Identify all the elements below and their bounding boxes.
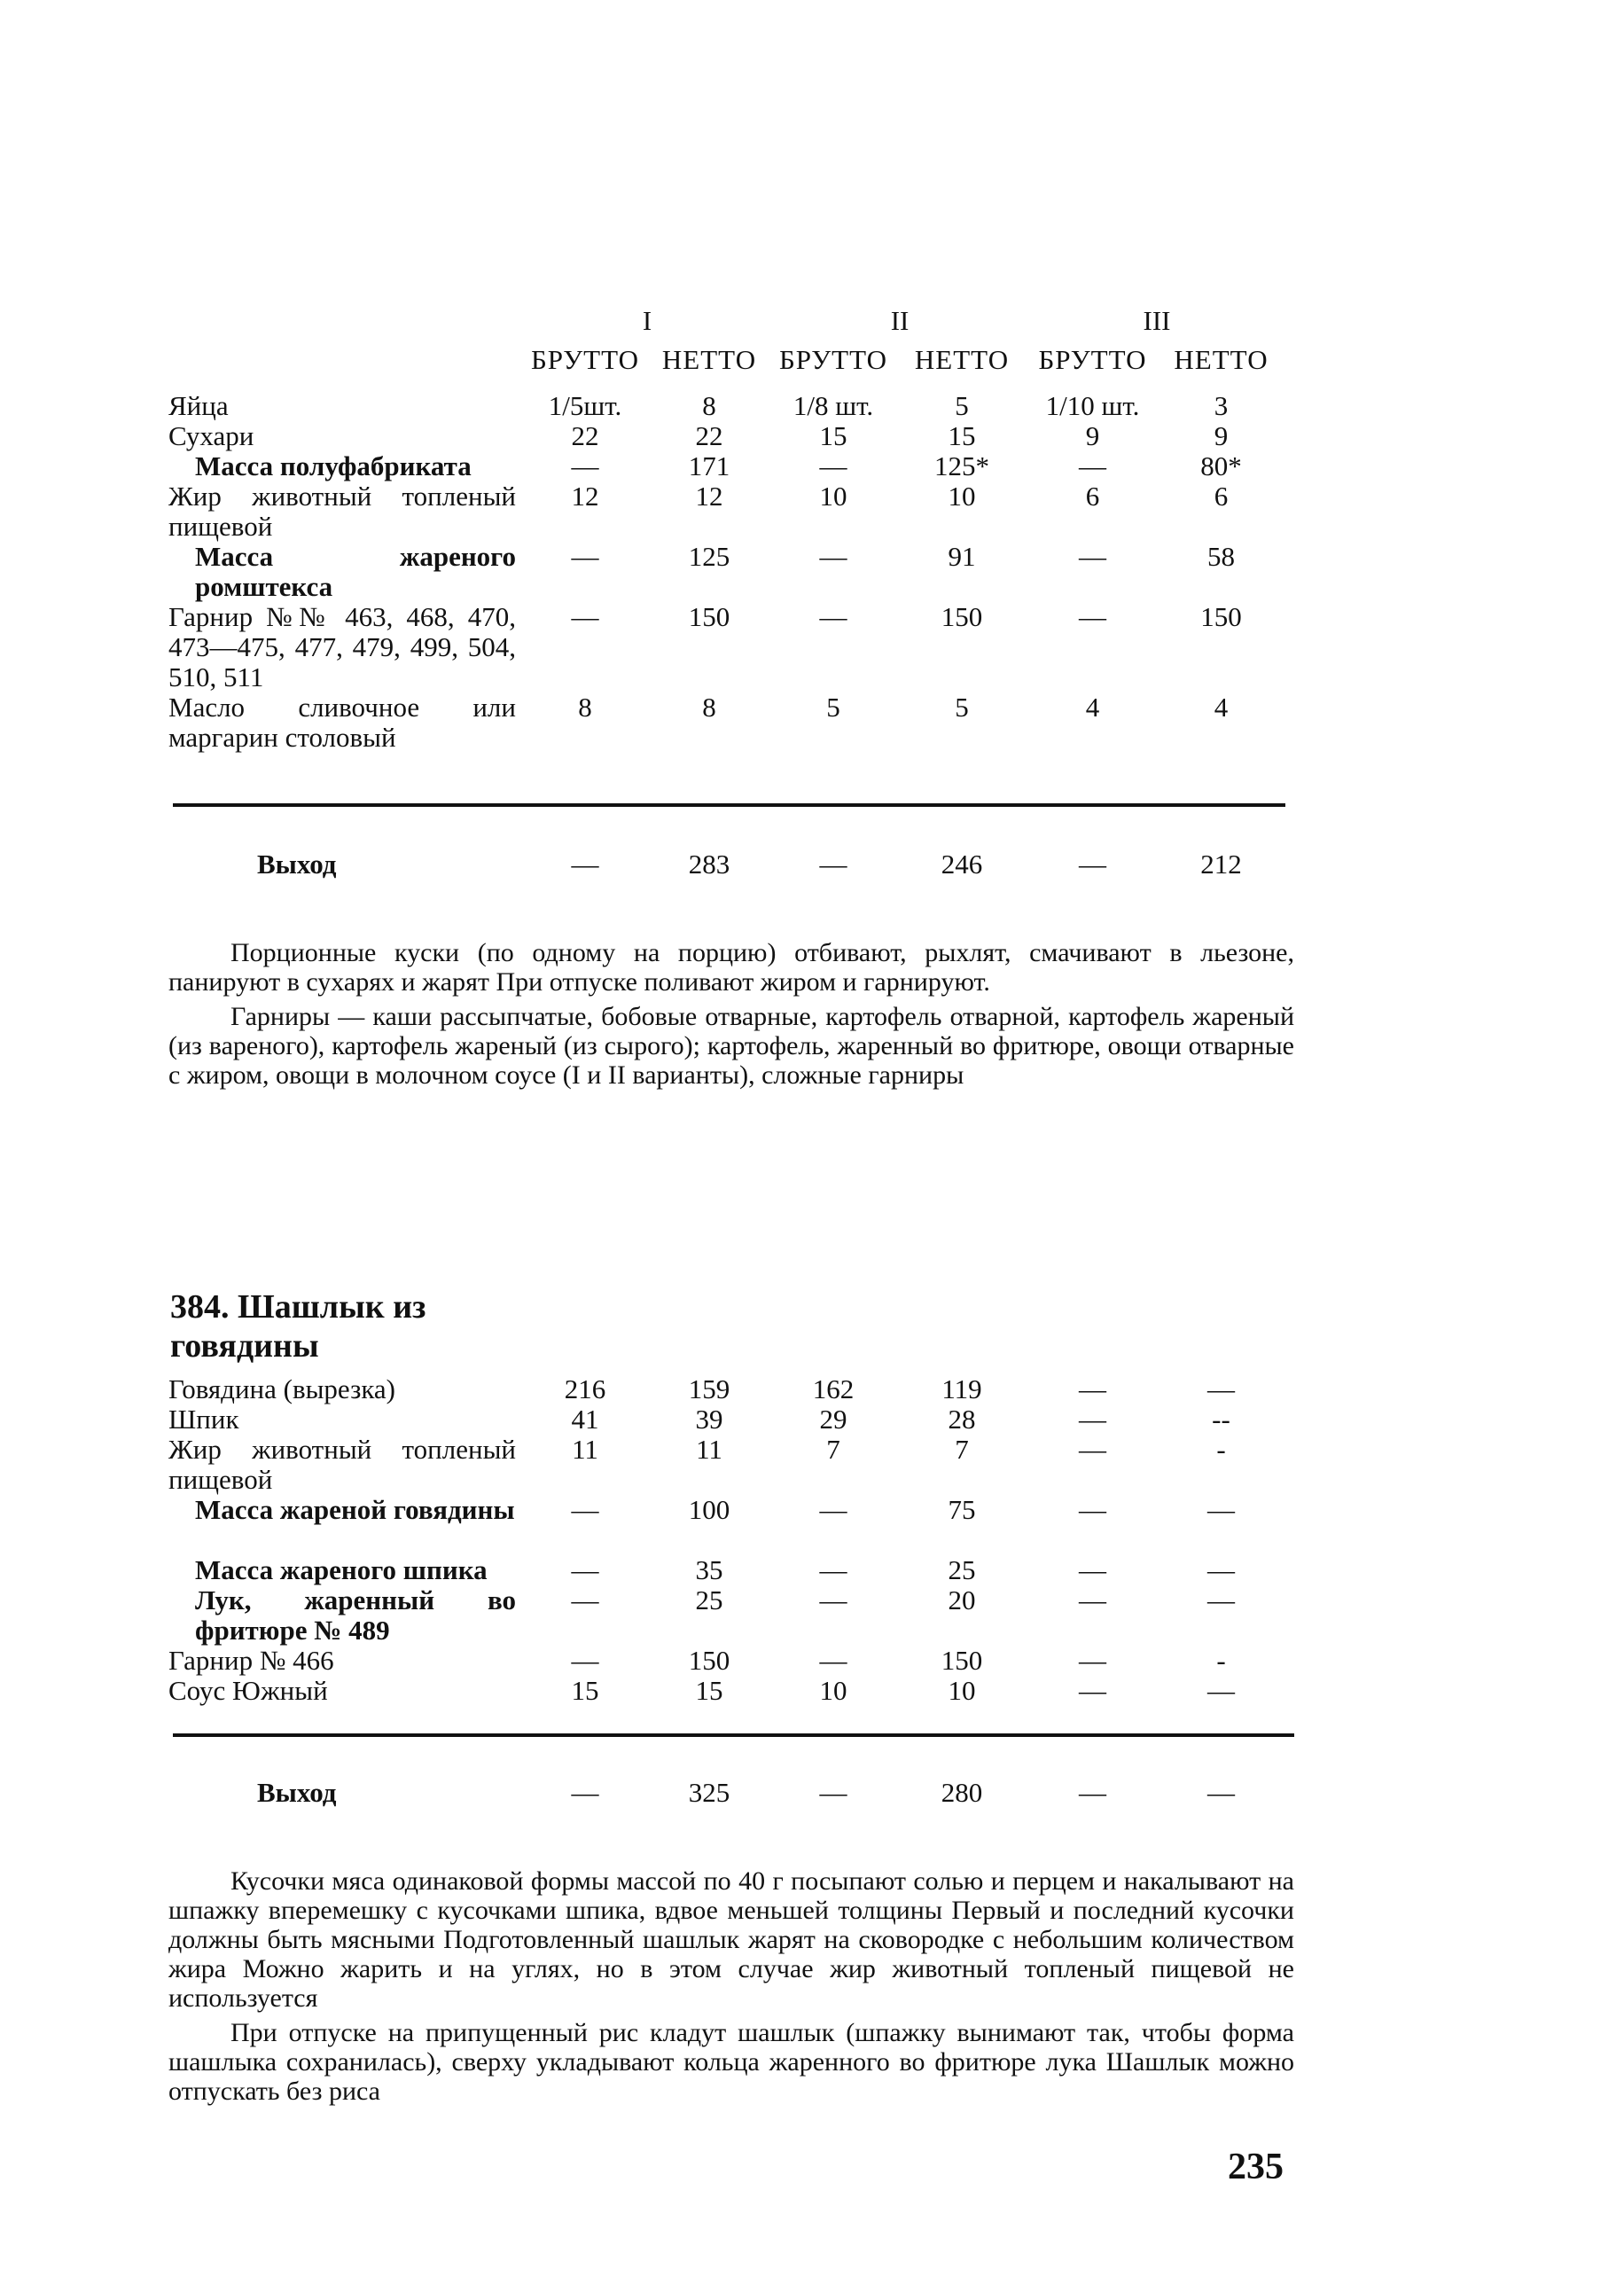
value-cell: 7 xyxy=(826,1434,840,1465)
table-body xyxy=(168,391,1285,753)
ingredient-name: Масло сливочное или маргарин столовый xyxy=(168,692,516,753)
value-cell: — xyxy=(571,541,599,572)
table-row xyxy=(168,692,1285,753)
yield-cell: 212 xyxy=(1200,849,1242,880)
value-cell: 10 xyxy=(948,481,976,512)
ingredient-name: Сухари xyxy=(168,420,254,451)
table-row xyxy=(168,1404,1285,1435)
column-header-row xyxy=(168,345,1285,391)
table-body xyxy=(168,1374,1285,1706)
yield-cell: — xyxy=(571,849,599,880)
recipe-title: 384. Шашлык из говядины xyxy=(170,1288,426,1365)
value-cell: 100 xyxy=(688,1494,730,1525)
value-cell: — xyxy=(1079,1554,1106,1585)
table-row xyxy=(168,1585,1285,1646)
paragraph: При отпуске на припущенный рис кладут шашлык (шпажку вынимают так, чтобы форма шашлыка сохранилась), сверху укладывают кольца жаренного во фритюре лука Шашлык можно отпускать без риса xyxy=(168,2018,1294,2106)
paragraph: Гарниры — каши рассыпчатые, бобовые отварные, картофель отварной, картофель жареный (из вареного), картофель жареный (из сырого); картофель, жаренный во фритюре, овощи отварные с жиром, овощи в молочном соусе (I и II варианты), сложные гарниры xyxy=(168,1002,1294,1090)
value-cell: 6 xyxy=(1214,481,1229,512)
value-cell: 10 xyxy=(948,1675,976,1706)
table-row xyxy=(168,1555,1285,1585)
column-header: БРУТТО xyxy=(1038,344,1147,375)
value-cell: — xyxy=(571,1554,599,1585)
value-cell: — xyxy=(819,450,847,481)
ingredient-name: Масса жареной говядины xyxy=(195,1494,515,1525)
value-cell: — xyxy=(1079,450,1107,481)
value-cell: 75 xyxy=(948,1494,976,1525)
ingredient-name: Масса жареного шпика xyxy=(195,1554,488,1585)
column-header: НЕТТО xyxy=(914,344,1010,375)
ingredients-table-romsteks xyxy=(168,306,1285,753)
ingredient-name: Лук, жаренный во фритюре № 489 xyxy=(195,1584,516,1646)
value-cell: 7 xyxy=(955,1434,969,1465)
yield-table-romsteks xyxy=(168,849,1285,880)
value-cell: 8 xyxy=(578,692,592,723)
ingredient-name: Шпик xyxy=(168,1404,239,1435)
value-cell: - xyxy=(1216,1645,1226,1676)
yield-label: Выход xyxy=(257,1777,337,1808)
value-cell: 1/8 шт. xyxy=(792,390,874,421)
value-cell: — xyxy=(1079,1645,1106,1676)
table-row xyxy=(168,481,1285,542)
value-cell: — xyxy=(819,1494,847,1525)
ingredient-name: Яйца xyxy=(168,390,229,421)
yield-cell: 283 xyxy=(688,849,730,880)
yield-cell: — xyxy=(819,1777,847,1808)
value-cell: 15 xyxy=(571,1675,599,1706)
table-row xyxy=(168,1676,1285,1706)
value-cell: 150 xyxy=(688,601,730,632)
ingredient-name: Масса полуфабриката xyxy=(195,450,472,481)
page-number: 235 xyxy=(1228,2147,1284,2187)
value-cell: — xyxy=(819,1645,847,1676)
value-cell: 4 xyxy=(1214,692,1229,723)
table-row xyxy=(168,542,1285,602)
value-cell: 171 xyxy=(688,450,730,481)
ingredient-name: Масса жареного ромштекса xyxy=(195,541,516,602)
paragraph: Кусочки мяса одинаковой формы массой по 40 г посыпают солью и перцем и накалывают на шпажку вперемешку с кусочками шпика, вдвое меньшей толщины Первый и последний кусочки должны быть мясными Подготовленный шашлык жарят на сковородке с небольшим количеством жира Можно жарить и на углях, но в этом случае жир животный топленый пищевой не используется xyxy=(168,1866,1294,2013)
yield-cell: 246 xyxy=(941,849,983,880)
value-cell: — xyxy=(819,1554,847,1585)
value-cell: — xyxy=(571,1494,599,1525)
value-cell: 11 xyxy=(696,1434,722,1465)
value-cell: 10 xyxy=(819,481,847,512)
value-cell: 91 xyxy=(948,541,976,572)
value-cell: 125 xyxy=(688,541,730,572)
value-cell: 22 xyxy=(571,420,599,451)
yield-cell: — xyxy=(1079,849,1106,880)
value-cell: — xyxy=(571,1584,599,1615)
yield-label: Выход xyxy=(257,849,337,880)
value-cell: 12 xyxy=(571,481,599,512)
value-cell: 25 xyxy=(695,1584,723,1615)
yield-cell: — xyxy=(571,1777,599,1808)
value-cell: 1/10 шт. xyxy=(1045,390,1140,421)
ingredient-name: Жир животный топленый пищевой xyxy=(168,481,516,542)
table-row xyxy=(168,421,1285,451)
value-cell: — xyxy=(1079,1584,1106,1615)
value-cell: 5 xyxy=(955,692,969,723)
variant-label: II xyxy=(890,305,910,336)
value-cell: — xyxy=(1079,601,1107,632)
value-cell: — xyxy=(1079,1404,1106,1435)
value-cell: — xyxy=(1079,1434,1106,1465)
value-cell: — xyxy=(819,541,847,572)
value-cell: — xyxy=(1079,1373,1106,1404)
yield-cell: — xyxy=(819,849,847,880)
value-cell: 11 xyxy=(572,1434,598,1465)
value-cell: — xyxy=(571,1645,599,1676)
table-divider xyxy=(173,1733,1294,1737)
variant-label: I xyxy=(642,305,652,336)
value-cell: — xyxy=(1207,1494,1235,1525)
paragraph: Порционные куски (по одному на порцию) отбивают, рыхлят, смачивают в льезоне, панируют в сухарях и жарят При отпуске поливают жиром и гарнируют. xyxy=(168,938,1294,997)
value-cell: — xyxy=(1207,1373,1235,1404)
value-cell: 58 xyxy=(1207,541,1236,572)
yield-cell: — xyxy=(1207,1777,1235,1808)
column-header: НЕТТО xyxy=(661,344,757,375)
value-cell: 162 xyxy=(812,1373,855,1404)
ingredient-name: Гарнир №№ 463, 468, 470, 473—475, 477, 479, 499, 504, 510, 511 xyxy=(168,601,516,692)
table-row xyxy=(168,451,1285,481)
value-cell: — xyxy=(571,450,599,481)
value-cell: -- xyxy=(1212,1404,1230,1435)
value-cell: 41 xyxy=(571,1404,599,1435)
value-cell: 8 xyxy=(702,390,716,421)
value-cell: 22 xyxy=(695,420,723,451)
value-cell: 150 xyxy=(941,1645,983,1676)
value-cell: 12 xyxy=(695,481,723,512)
value-cell: - xyxy=(1216,1434,1226,1465)
value-cell: 28 xyxy=(948,1404,976,1435)
value-cell: 1/5шт. xyxy=(548,390,622,421)
ingredient-name: Соус Южный xyxy=(168,1675,328,1706)
value-cell: — xyxy=(819,601,847,632)
value-cell: 216 xyxy=(564,1373,606,1404)
table-row xyxy=(168,1495,1285,1555)
table-row xyxy=(168,391,1285,421)
value-cell: 150 xyxy=(1200,601,1242,632)
yield-cell: 325 xyxy=(688,1777,730,1808)
value-cell: 8 xyxy=(702,692,716,723)
column-header: БРУТТО xyxy=(778,344,888,375)
value-cell: 119 xyxy=(941,1373,982,1404)
table-row xyxy=(168,602,1285,692)
yield-table-shashlyk xyxy=(168,1778,1285,1808)
value-cell: — xyxy=(1207,1675,1235,1706)
variant-header-row xyxy=(168,306,1285,345)
value-cell: 4 xyxy=(1085,692,1100,723)
yield-row xyxy=(168,1778,1285,1808)
value-cell: 80* xyxy=(1200,450,1242,481)
value-cell: 25 xyxy=(948,1554,976,1585)
table-row xyxy=(168,1374,1285,1404)
ingredient-name: Жир животный топленый пищевой xyxy=(168,1434,516,1495)
value-cell: 125* xyxy=(934,450,990,481)
ingredients-table-shashlyk xyxy=(168,1374,1285,1706)
yield-cell: 280 xyxy=(941,1777,983,1808)
value-cell: — xyxy=(571,601,599,632)
value-cell: 35 xyxy=(695,1554,723,1585)
value-cell: 15 xyxy=(948,420,976,451)
value-cell: 3 xyxy=(1214,390,1229,421)
ingredient-name: Гарнир № 466 xyxy=(168,1645,334,1676)
value-cell: 6 xyxy=(1085,481,1100,512)
value-cell: 150 xyxy=(941,601,983,632)
column-header: НЕТТО xyxy=(1174,344,1269,375)
value-cell: 5 xyxy=(826,692,840,723)
yield-row xyxy=(168,849,1285,880)
value-cell: — xyxy=(819,1584,847,1615)
value-cell: 15 xyxy=(695,1675,723,1706)
table-row xyxy=(168,1646,1285,1676)
column-header: БРУТТО xyxy=(530,344,640,375)
table-row xyxy=(168,1435,1285,1495)
value-cell: 5 xyxy=(955,390,969,421)
value-cell: — xyxy=(1079,541,1107,572)
table-divider xyxy=(173,803,1285,807)
value-cell: — xyxy=(1207,1554,1235,1585)
value-cell: 20 xyxy=(948,1584,976,1615)
value-cell: 150 xyxy=(688,1645,730,1676)
value-cell: 9 xyxy=(1214,420,1229,451)
variant-label: III xyxy=(1143,305,1171,336)
value-cell: 15 xyxy=(819,420,847,451)
yield-cell: — xyxy=(1079,1777,1106,1808)
ingredient-name: Говядина (вырезка) xyxy=(168,1373,395,1404)
value-cell: — xyxy=(1207,1584,1235,1615)
value-cell: 29 xyxy=(819,1404,847,1435)
preparation-text-romsteks xyxy=(168,938,1294,1095)
value-cell: — xyxy=(1079,1675,1106,1706)
value-cell: 159 xyxy=(688,1373,730,1404)
value-cell: — xyxy=(1079,1494,1106,1525)
value-cell: 39 xyxy=(695,1404,723,1435)
value-cell: 9 xyxy=(1085,420,1100,451)
preparation-text-shashlyk xyxy=(168,1866,1294,2111)
value-cell: 10 xyxy=(819,1675,847,1706)
